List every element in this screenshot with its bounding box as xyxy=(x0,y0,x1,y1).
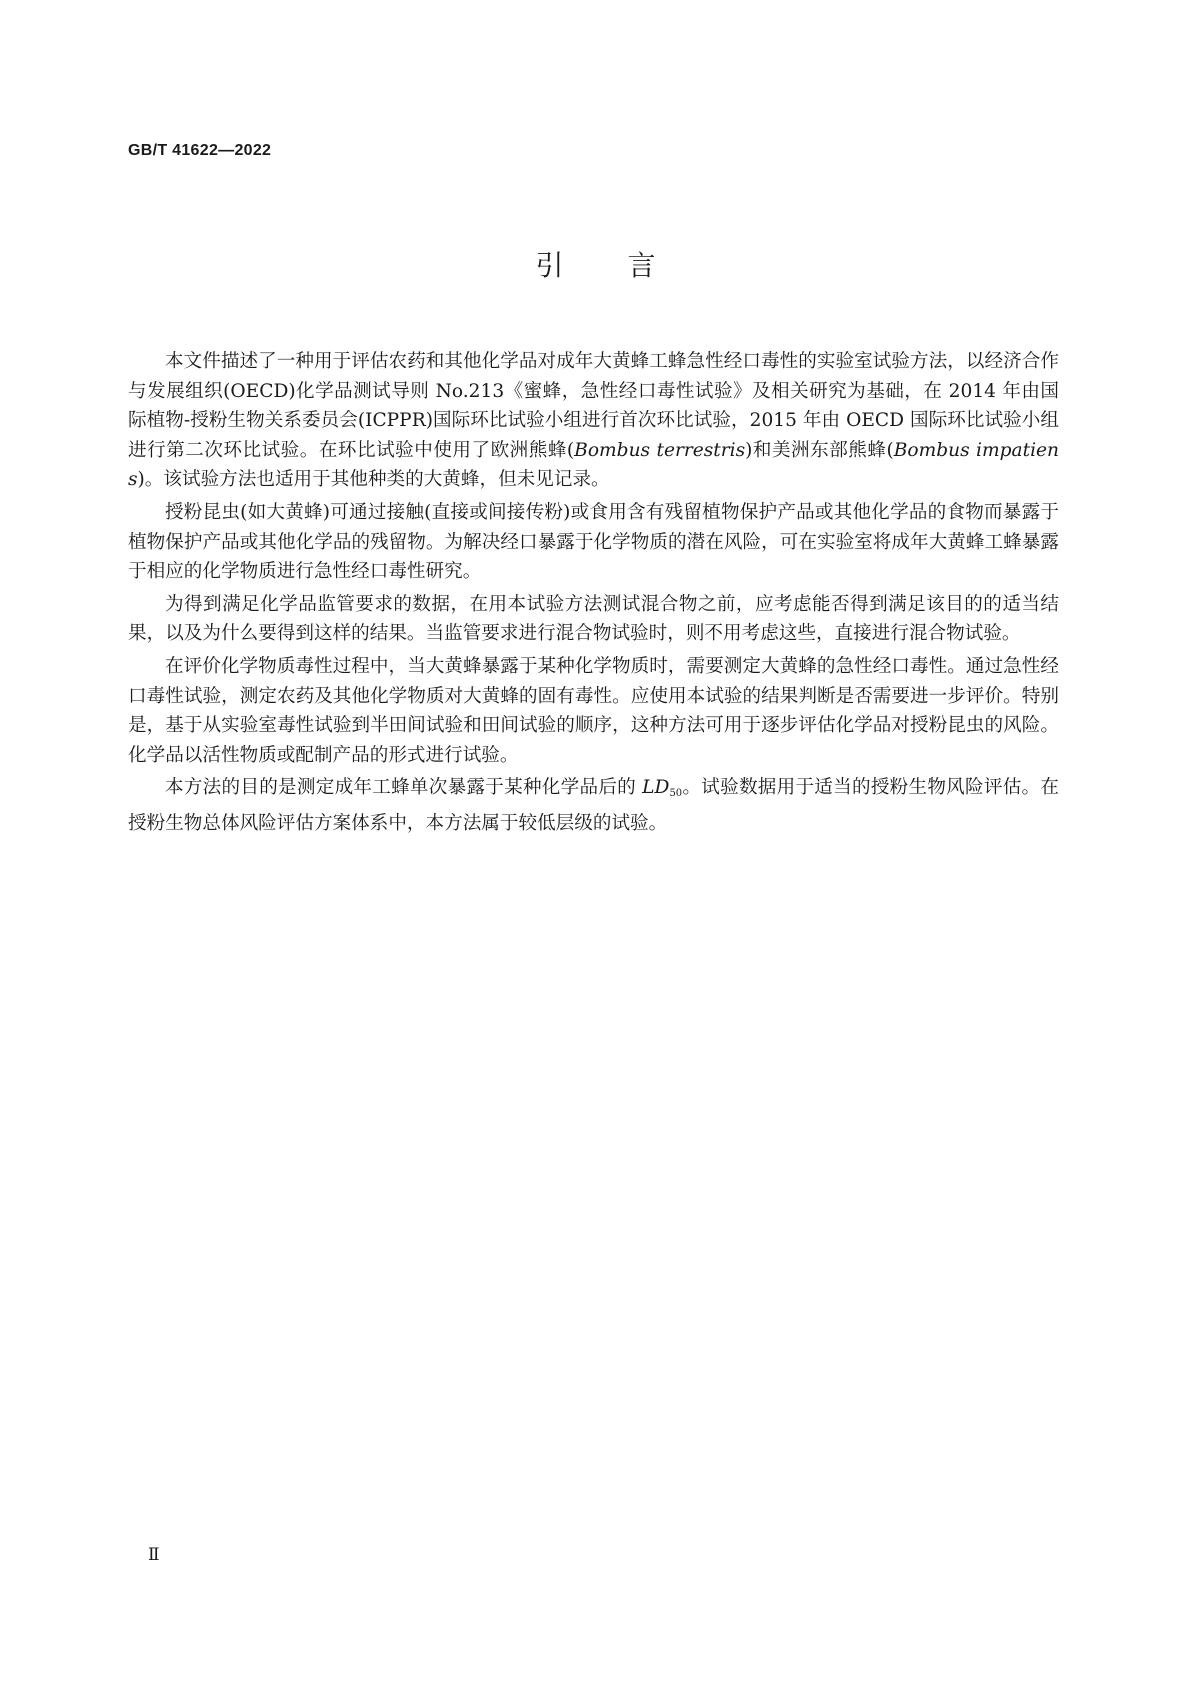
introduction-body xyxy=(128,347,1059,839)
paragraph-3: 为得到满足化学品监管要求的数据，在用本试验方法测试混合物之前，应考虑能否得到满足该目的的适当结果，以及为什么要得到这样的结果。当监管要求进行混合物试验时，则不用考虑这些，直接进行混合物试验。 xyxy=(128,593,1059,645)
paragraph-1-part-2: )和美洲东部熊蜂( xyxy=(745,439,894,461)
ld-symbol: LD xyxy=(642,777,670,799)
ld-subscript: 50 xyxy=(669,788,683,800)
paragraph-1-part-1: 本文件描述了一种用于评估农药和其他化学品对成年大黄蜂工蜂急性经口毒性的实验室试验方法，以经济合作与发展组织(OECD)化学品测试导则 No.213《蜜蜂，急性经口毒性试验》及相关研究为基础，在 2014 年由国际植物-授粉生物关系委员会(ICPPR)国际环比试验小组进行首次环比试验，2015 年由 OECD 国际环比试验小组进行第二次环比试验。在环比试验中使用了欧洲熊蜂( xyxy=(128,351,1059,461)
paragraph-2: 授粉昆虫(如大黄蜂)可通过接触(直接或间接传粉)或食用含有残留植物保护产品或其他化学品的食物而暴露于植物保护产品或其他化学品的残留物。为解决经口暴露于化学物质的潜在风险，可在实验室将成年大黄蜂工蜂暴露于相应的化学物质进行急性经口毒性研究。 xyxy=(128,501,1059,583)
species-name-european: Bombus terrestris xyxy=(574,439,746,461)
paragraph-4: 在评价化学物质毒性过程中，当大黄蜂暴露于某种化学物质时，需要测定大黄蜂的急性经口毒性。通过急性经口毒性试验，测定农药及其他化学物质对大黄蜂的固有毒性。应使用本试验的结果判断是否需要进一步评价。特别是，基于从实验室毒性试验到半田间试验和田间试验的顺序，这种方法可用于逐步评估化学品对授粉昆虫的风险。化学品以活性物质或配制产品的形式进行试验。 xyxy=(128,655,1059,766)
section-title: 引言 xyxy=(535,249,720,282)
paragraph-1 xyxy=(128,347,1059,495)
page-number: Ⅱ xyxy=(148,1545,160,1565)
paragraph-5-part-2: 。试验数据用于适当的授粉生物风险评估。在授粉生物总体风险评估方案体系中，本方法属于较低层级的试验。 xyxy=(128,777,1059,834)
paragraph-5-part-1: 本方法的目的是测定成年工蜂单次暴露于某种化学品后的 xyxy=(165,777,643,799)
standard-number: GB/T 41622—2022 xyxy=(128,142,272,159)
paragraph-5 xyxy=(128,773,1059,838)
species-name-american: Bombus impatiens xyxy=(128,439,1059,491)
paragraph-1-part-3: )。该试验方法也适用于其他种类的大黄蜂，但未见记录。 xyxy=(137,469,610,491)
